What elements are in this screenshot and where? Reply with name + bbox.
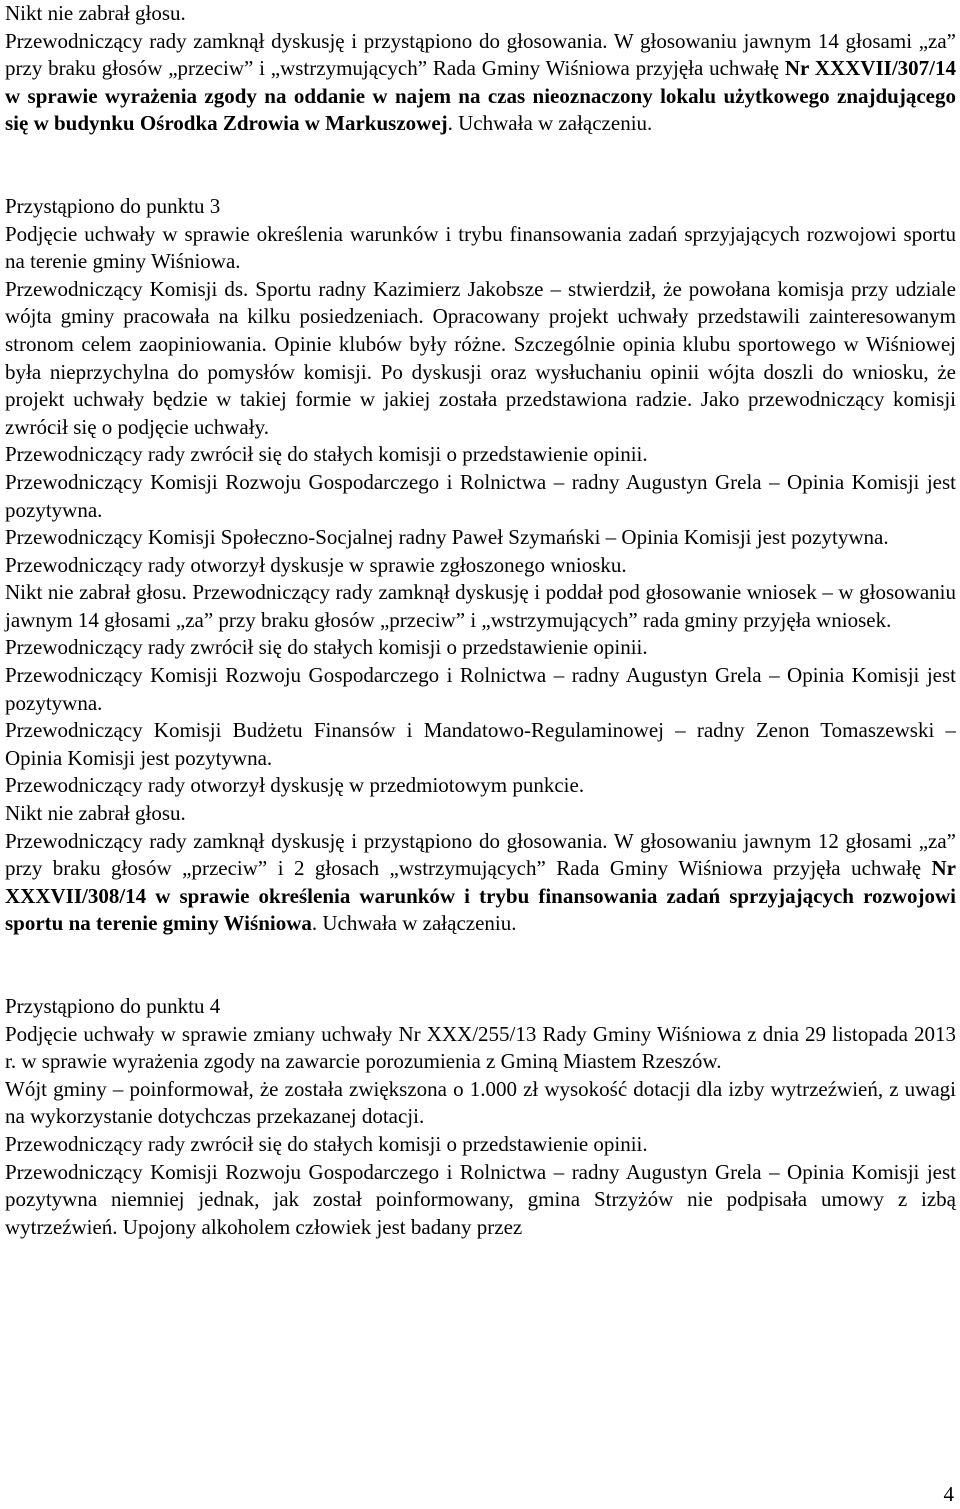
text-segment: Przewodniczący Komisji Rozwoju Gospodarczego i Rolnictwa – radny Augustyn Grela – Opinia Komisji jest pozytywna niemniej jednak, jak został poinformowany, gmina Strzyżów nie podpisała umowy z izbą wytrzeźwień. Upojony alkoholem człowiek jest badany przez — [5, 1159, 956, 1239]
paragraph — [5, 28, 956, 138]
text-segment: Przewodniczący Komisji Rozwoju Gospodarczego i Rolnictwa – radny Augustyn Grela – Opinia Komisji jest pozytywna. — [5, 469, 956, 522]
text-segment: Przewodniczący Komisji Rozwoju Gospodarczego i Rolnictwa – radny Augustyn Grela – Opinia Komisji jest pozytywna. — [5, 663, 956, 715]
document-body — [5, 0, 956, 1241]
paragraph — [5, 1159, 956, 1242]
paragraph — [5, 0, 956, 28]
paragraph — [5, 469, 956, 524]
paragraph — [5, 634, 956, 662]
text-segment: . Uchwała w załączeniu. — [447, 111, 653, 136]
text-segment: Przewodniczący rady zamknął dyskusję i przystąpiono do głosowania. W głosowaniu jawnym 12 głosami „za” przy braku głosów „przeciw” i 2 głosach „wstrzymujących” Rada Gminy Wiśniowa przyjęła uchwałę — [5, 828, 956, 881]
paragraph — [5, 552, 956, 580]
text-segment: Przewodniczący rady otworzył dyskusje w sprawie zgłoszonego wniosku. — [5, 552, 627, 577]
text-segment: Wójt gminy – poinformował, że została zwiększona o 1.000 zł wysokość dotacji dla izby wytrzeźwień, z uwagi na wykorzystanie dotychczas przekazanej dotacji. — [5, 1076, 956, 1129]
paragraph — [5, 800, 956, 828]
paragraph — [5, 662, 956, 717]
text-segment: Przewodniczący rady otworzył dyskusję w przedmiotowym punkcie. — [5, 773, 585, 798]
bold-text-segment: Nr XXXVII/308/14 w sprawie określenia warunków i trybu finansowania zadań sprzyjających rozwojowi sportu na terenie gminy Wiśniowa — [5, 856, 956, 936]
paragraph — [5, 193, 956, 221]
text-segment: Przewodniczący rady zwrócił się do stałych komisji o przedstawienie opinii. — [5, 1131, 648, 1156]
paragraph — [5, 524, 956, 552]
paragraph — [5, 1021, 956, 1076]
paragraph — [5, 276, 956, 442]
paragraph — [5, 441, 956, 469]
text-segment: Przewodniczący Komisji ds. Sportu radny Kazimierz Jakobsze – stwierdził, że powołana komisja przy udziale wójta gminy pracowała na kilku posiedzeniach. Opracowany projekt uchwały przedstawili zainteresowanym stronom celem zaopiniowania. Opinie klubów były różne. Szczególnie opinia klubu sportowego w Wiśniowej była nieprzychylna do pomysłów komisji. Po dyskusji oraz wysłuchaniu opinii wójta doszli do wniosku, że projekt uchwały będzie w takiej formie w jakiej została przedstawiona radzie. Jako przewodniczący komisji zwrócił się o podjęcie uchwały. — [5, 276, 956, 439]
paragraph — [5, 772, 956, 800]
paragraph-spacer — [5, 138, 956, 193]
text-segment: . Uchwała w załączeniu. — [311, 911, 517, 936]
bold-text-segment: Nr XXXVII/307/14 w sprawie wyrażenia zgody na oddanie w najem na czas nieoznaczony lokalu użytkowego znajdującego się w budynku Ośrodka Zdrowia w Markuszowej — [5, 56, 956, 136]
text-segment: Nikt nie zabrał głosu. Przewodniczący rady zamknął dyskusję i poddał pod głosowanie wniosek – w głosowaniu jawnym 14 głosami „za” przy braku głosów „przeciw” i „wstrzymujących” rada gminy przyjęła wniosek. — [5, 580, 956, 632]
text-segment: Przewodniczący Komisji Społeczno-Socjalnej radny Paweł Szymański – Opinia Komisji jest pozytywna. — [5, 525, 889, 550]
text-segment: Przewodniczący rady zamknął dyskusję i przystąpiono do głosowania. W głosowaniu jawnym 14 głosami „za” przy braku głosów „przeciw” i „wstrzymujących” Rada Gminy Wiśniowa przyjęła uchwałę — [5, 28, 956, 81]
text-segment: Przewodniczący rady zwrócił się do stałych komisji o przedstawienie opinii. — [5, 635, 648, 660]
paragraph — [5, 579, 956, 634]
paragraph — [5, 828, 956, 938]
text-segment: Przystąpiono do punktu 4 — [5, 994, 221, 1018]
paragraph — [5, 221, 956, 276]
paragraph — [5, 1076, 956, 1131]
page-number: 4 — [943, 1482, 954, 1506]
text-segment: Nikt nie zabrał głosu. — [5, 1, 186, 25]
text-segment: Podjęcie uchwały w sprawie zmiany uchwały Nr XXX/255/13 Rady Gminy Wiśniowa z dnia 29 listopada 2013 r. w sprawie wyrażenia zgody na zawarcie porozumienia z Gminą Miastem Rzeszów. — [5, 1021, 956, 1074]
text-segment: Przewodniczący Komisji Budżetu Finansów i Mandatowo-Regulaminowej – radny Zenon Tomaszewski – Opinia Komisji jest pozytywna. — [5, 718, 956, 770]
text-segment: Nikt nie zabrał głosu. — [5, 801, 186, 826]
paragraph — [5, 1131, 956, 1159]
paragraph-spacer — [5, 938, 956, 993]
text-segment: Przewodniczący rady zwrócił się do stałych komisji o przedstawienie opinii. — [5, 442, 648, 467]
text-segment: Podjęcie uchwały w sprawie określenia warunków i trybu finansowania zadań sprzyjających rozwojowi sportu na terenie gminy Wiśniowa. — [5, 221, 956, 274]
text-segment: Przystąpiono do punktu 3 — [5, 193, 221, 218]
paragraph — [5, 993, 956, 1021]
paragraph — [5, 717, 956, 772]
